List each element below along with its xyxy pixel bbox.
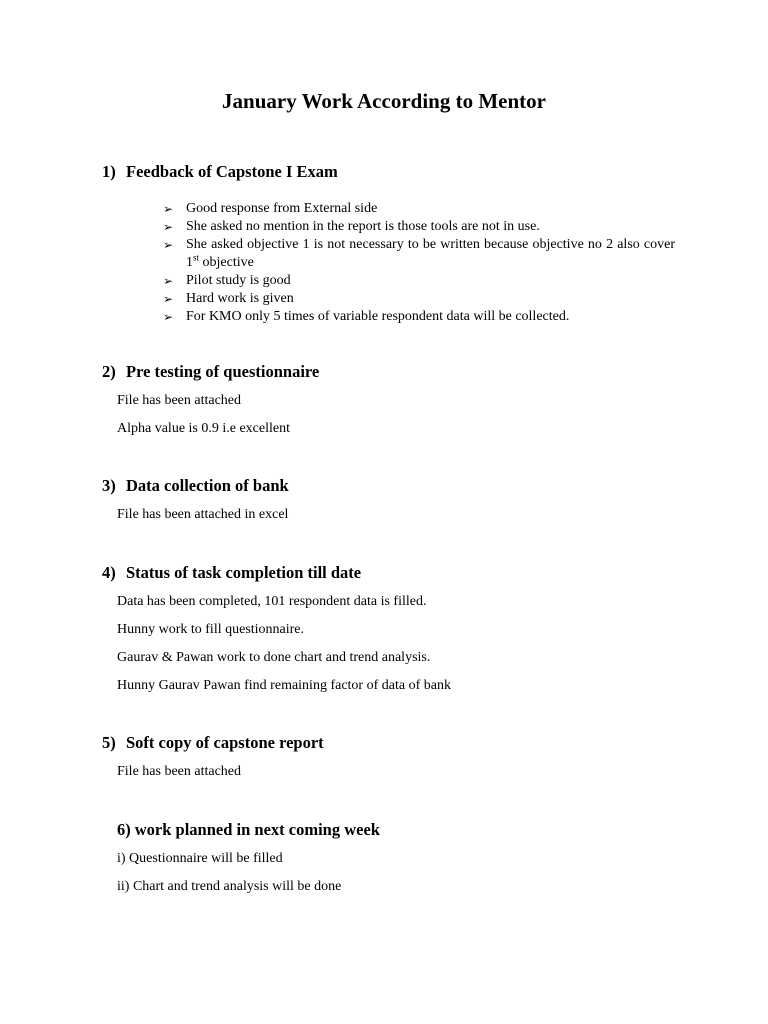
bullet-text: For KMO only 5 times of variable respondent data will be collected. — [186, 309, 570, 324]
arrow-bullet-icon: ➢ — [163, 238, 174, 252]
feedback-bullet-list — [163, 200, 675, 326]
bullet-text — [186, 236, 675, 272]
section-line: Alpha value is 0.9 i.e excellent — [117, 421, 290, 436]
section-heading — [102, 361, 319, 383]
section-number: 2) — [102, 362, 116, 381]
section-line: ii) Chart and trend analysis will be done — [117, 879, 342, 894]
arrow-bullet-icon: ➢ — [163, 220, 174, 234]
section-number: 4) — [102, 563, 116, 582]
list-item — [163, 236, 675, 272]
list-item — [163, 308, 675, 326]
list-item — [163, 272, 675, 290]
section-number: 1) — [102, 162, 116, 181]
section-line: File has been attached in excel — [117, 507, 289, 522]
section-title: Pre testing of questionnaire — [126, 362, 320, 381]
section-title: Soft copy of capstone report — [126, 733, 324, 752]
section-title: Feedback of Capstone I Exam — [126, 162, 338, 181]
document-title: January Work According to Mentor — [222, 89, 546, 113]
section-title: work planned in next coming week — [134, 820, 380, 839]
section-number: 6) — [117, 820, 131, 839]
section-line: Hunny work to fill questionnaire. — [117, 622, 305, 637]
arrow-bullet-icon: ➢ — [163, 274, 174, 288]
section-heading — [102, 732, 324, 754]
bullet-text-main: She asked objective 1 is not necessary to be written because objective no 2 also cover 1 — [186, 237, 675, 270]
section-line: Gaurav & Pawan work to done chart and trend analysis. — [117, 650, 431, 665]
bullet-text-tail: objective — [199, 255, 254, 270]
section-line: File has been attached — [117, 764, 242, 779]
section-line: Hunny Gaurav Pawan find remaining factor of data of bank — [117, 678, 451, 693]
section-heading — [117, 819, 380, 841]
section-heading — [102, 475, 289, 497]
section-line: Data has been completed, 101 respondent data is filled. — [117, 594, 427, 609]
bullet-text: Pilot study is good — [186, 273, 291, 288]
arrow-bullet-icon: ➢ — [163, 202, 174, 216]
section-title: Data collection of bank — [126, 476, 289, 495]
section-heading — [102, 161, 338, 183]
list-item — [163, 290, 675, 308]
section-line: File has been attached — [117, 393, 242, 408]
bullet-text: Hard work is given — [186, 291, 294, 306]
section-number: 5) — [102, 733, 116, 752]
section-number: 3) — [102, 476, 116, 495]
bullet-text: She asked no mention in the report is those tools are not in use. — [186, 219, 540, 234]
section-line: i) Questionnaire will be filled — [117, 851, 283, 866]
bullet-text: Good response from External side — [186, 201, 378, 216]
arrow-bullet-icon: ➢ — [163, 310, 174, 324]
list-item — [163, 218, 675, 236]
list-item — [163, 200, 675, 218]
section-title: Status of task completion till date — [126, 563, 362, 582]
arrow-bullet-icon: ➢ — [163, 292, 174, 306]
ordinal-superscript: st — [193, 252, 200, 263]
section-heading — [102, 562, 361, 584]
